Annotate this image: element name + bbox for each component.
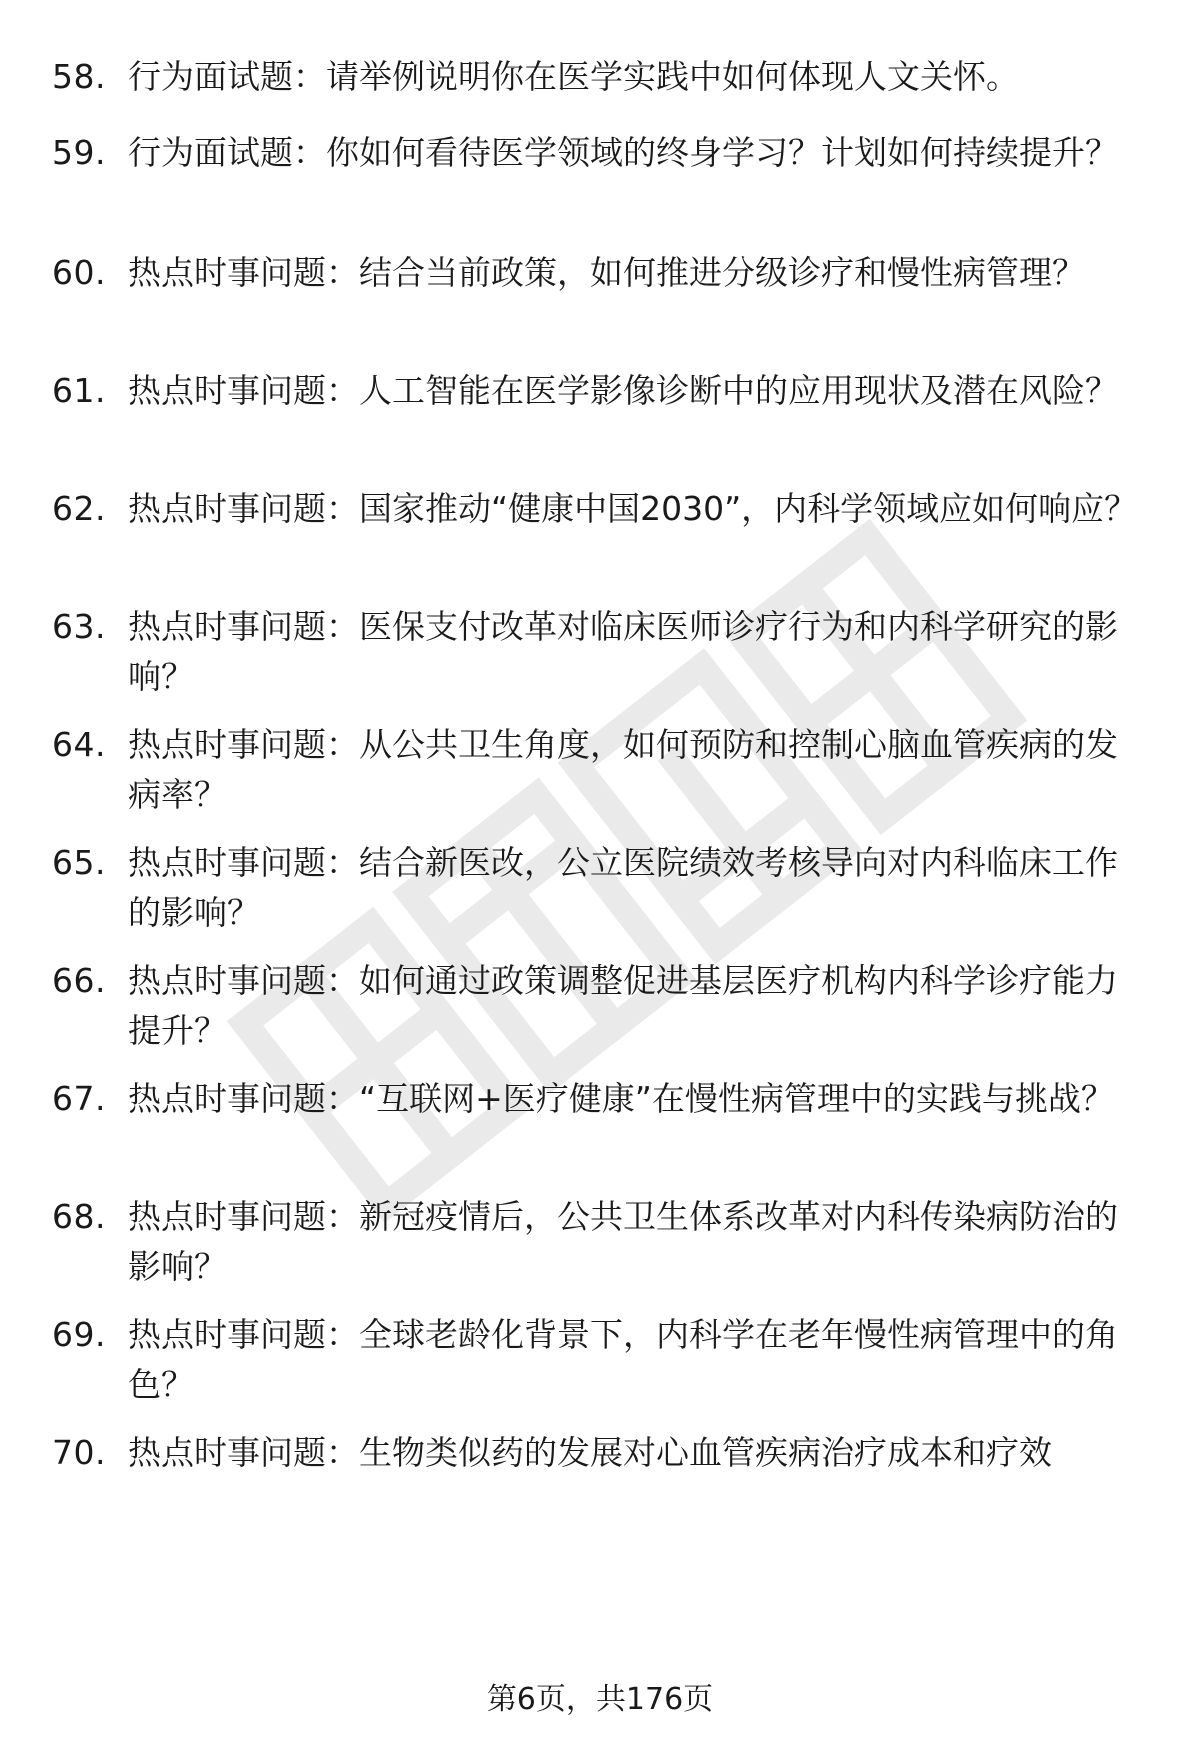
question-text: 热点时事问题：“互联网+医疗健康”在慢性病管理中的实践与挑战？ xyxy=(128,1079,1114,1118)
question-text: 行为面试题：你如何看待医学领域的终身学习？计划如何持续提升？ xyxy=(128,133,1118,172)
question-number: 70. xyxy=(52,1433,106,1472)
question-number: 64. xyxy=(52,725,106,764)
question-number: 59. xyxy=(52,133,106,172)
page-number-footer: 第6页，共176页 xyxy=(486,1682,714,1717)
question-number: 60. xyxy=(52,253,106,292)
question-text: 热点时事问题：生物类似药的发展对心血管疾病治疗成本和疗效 xyxy=(128,1433,1052,1472)
question-text: 热点时事问题：如何通过政策调整促进基层医疗机构内科学诊疗能力提升？ xyxy=(128,961,1118,1050)
question-text: 热点时事问题：从公共卫生角度，如何预防和控制心脑血管疾病的发病率？ xyxy=(128,725,1118,814)
question-text: 行为面试题：请举例说明你在医学实践中如何体现人文关怀。 xyxy=(128,57,1019,96)
question-number: 66. xyxy=(52,961,106,1000)
question-number: 67. xyxy=(52,1079,106,1118)
question-number: 63. xyxy=(52,607,106,646)
question-number: 61. xyxy=(52,371,106,410)
question-text: 热点时事问题：新冠疫情后，公共卫生体系改革对内科传染病防治的影响？ xyxy=(128,1197,1118,1286)
question-number: 68. xyxy=(52,1197,106,1236)
question-number: 65. xyxy=(52,843,106,882)
question-text: 热点时事问题：人工智能在医学影像诊断中的应用现状及潜在风险？ xyxy=(128,371,1118,410)
question-text: 热点时事问题：全球老龄化背景下，内科学在老年慢性病管理中的角色？ xyxy=(128,1315,1118,1404)
question-number: 62. xyxy=(52,489,106,528)
question-number: 58. xyxy=(52,57,106,96)
question-text: 热点时事问题：结合当前政策，如何推进分级诊疗和慢性病管理？ xyxy=(128,253,1085,292)
question-number: 69. xyxy=(52,1315,106,1354)
question-text: 热点时事问题：医保支付改革对临床医师诊疗行为和内科学研究的影响？ xyxy=(128,607,1118,696)
question-text: 热点时事问题：结合新医改，公立医院绩效考核导向对内科临床工作的影响？ xyxy=(128,843,1118,932)
question-text: 热点时事问题：国家推动“健康中国2030”，内科学领域应如何响应？ xyxy=(128,489,1138,528)
